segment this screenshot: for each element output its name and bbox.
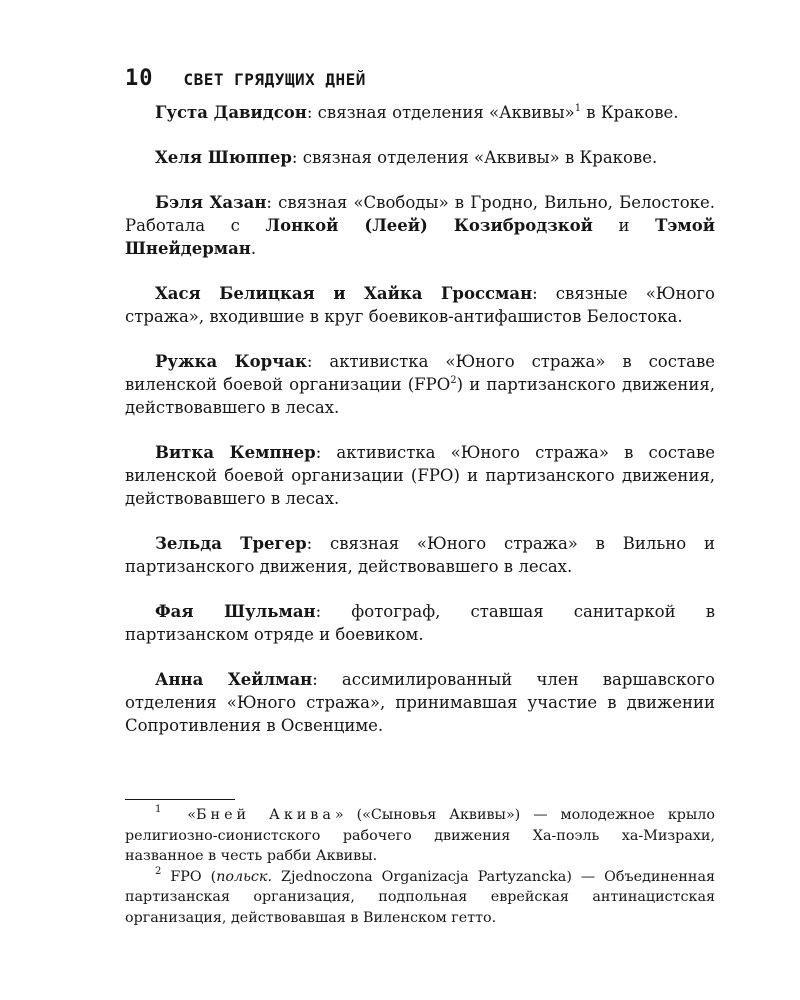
entry-gusta-davidson <box>125 101 715 124</box>
entry-text: : связная «Свободы» в Гродно, Вильно, Белостоке. Работала с <box>125 193 715 235</box>
entry-name: Бэля Хазан <box>155 193 267 212</box>
entry-name: Густа Давидсон <box>155 103 307 122</box>
entry-name: Фая Шульман <box>155 602 316 621</box>
entry-text: и <box>592 216 656 235</box>
entry-associate-name: Лонкой (Леей) Козибродзкой <box>265 216 593 235</box>
entry-hasya-belitskaya-hayka-grossman <box>125 282 715 328</box>
entry-helya-schupper <box>125 146 715 169</box>
entry-vitka-kempner <box>125 441 715 510</box>
entry-associate-name: Тэмой Шнейдерман <box>125 216 715 258</box>
footnote-term: «Бней Акива» <box>187 807 344 823</box>
footnote-ref-1: 1 <box>574 102 582 114</box>
entry-text: ) и партизанского движения, действовавшего в лесах. <box>125 375 715 417</box>
entry-name: Хеля Шюппер <box>155 148 292 167</box>
entry-text: : связные «Юного стража», входившие в круг боевиков-антифашистов Белостока. <box>125 284 715 326</box>
footnote-marker: 1 <box>155 804 162 816</box>
entry-list <box>125 101 715 759</box>
entry-anna-heilman <box>125 668 715 737</box>
footnote-ref-2: 2 <box>450 374 457 386</box>
footnote-text: Zjednoczona Organizacja Partyzancka) — Объединенная партизанская организация, подпольная еврейская антинацистская организация, действовавшая в Виленском гетто. <box>125 868 715 926</box>
footnote-lang-abbr: польск. <box>216 868 273 885</box>
entry-text: . <box>250 239 257 258</box>
entry-text: : фотограф, ставшая санитаркой в партизанском отряде и боевиком. <box>125 602 715 644</box>
entry-text: : связная «Юного стража» в Вильно и партизанского движения, действовавшего в лесах. <box>125 534 715 576</box>
entry-name: Хася Белицкая и Хайка Гроссман <box>155 284 533 303</box>
entry-text: : связная отделения «Аквивы» в Кракове. <box>291 148 658 167</box>
entry-text: : ассимилированный член варшавского отделения «Юного стража», принимавшая участие в движении Сопротивления в Освенциме. <box>125 670 715 735</box>
footnotes <box>125 805 715 928</box>
footnote-2 <box>125 867 715 929</box>
entry-name: Зельда Трегер <box>155 534 307 553</box>
footnote-divider <box>125 799 235 800</box>
entry-name: Ружка Корчак <box>155 352 307 371</box>
entry-faya-shulman <box>125 600 715 646</box>
entry-text: : активистка «Юного стража» в составе виленской боевой организации (FPO) и партизанского движения, действовавшего в лесах. <box>125 443 715 508</box>
footnote-text: («Сыновья Аквивы») — молодежное крыло религиозно-сионистского рабочего движения Ха-поэль ха-Мизрахи, названное в честь рабби Аквивы. <box>125 807 715 864</box>
book-title: СВЕТ ГРЯДУЩИХ ДНЕЙ <box>183 70 366 89</box>
entry-name: Витка Кемпнер <box>155 443 316 462</box>
running-head <box>125 66 366 91</box>
entry-text: : связная отделения «Аквивы» <box>306 103 575 122</box>
entry-belya-hazan <box>125 191 715 260</box>
footnote-marker: 2 <box>155 865 162 877</box>
footnote-1 <box>125 805 715 867</box>
entry-ruzhka-korchak <box>125 350 715 419</box>
entry-zelda-treger <box>125 532 715 578</box>
footnote-text: FPO ( <box>161 868 217 885</box>
entry-text: : активистка «Юного стража» в составе виленской боевой организации (FPO <box>125 352 715 394</box>
entry-name: Анна Хейлман <box>155 670 313 689</box>
entry-text: в Кракове. <box>581 103 679 122</box>
page-number: 10 <box>125 66 154 91</box>
